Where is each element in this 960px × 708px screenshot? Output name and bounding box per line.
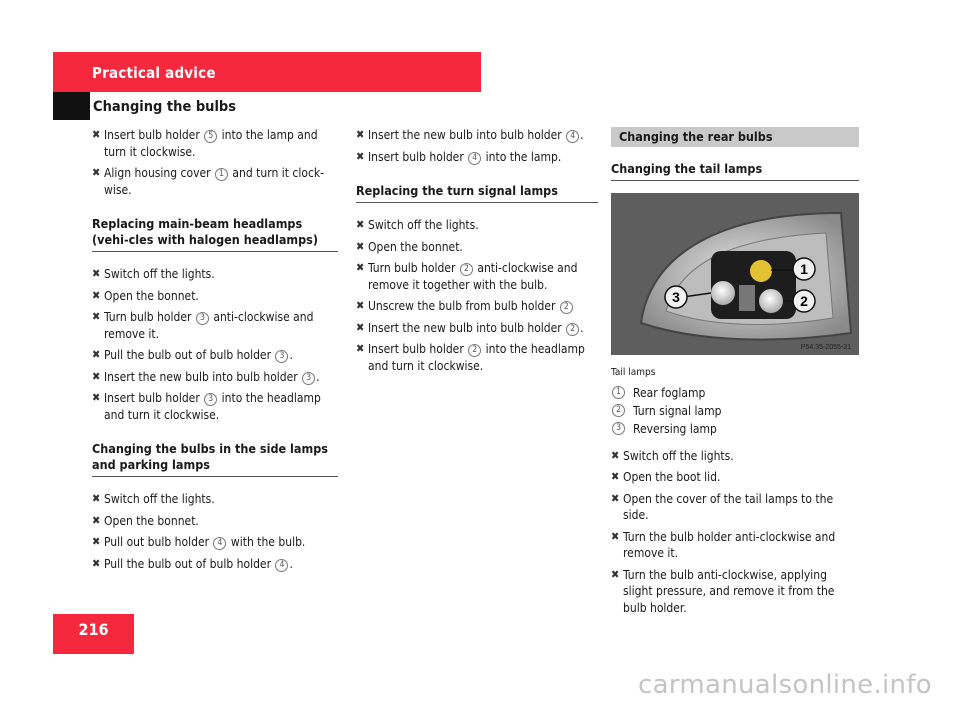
step-arrow-icon: ✖ (92, 310, 101, 323)
step-item (356, 341, 598, 374)
step-text: into the lamp. (482, 149, 562, 164)
figure-label-2: 2 (800, 293, 808, 309)
legend-text: Reversing lamp (633, 421, 717, 436)
step-text: and turn it clock-wise. (104, 166, 325, 197)
step-text: into the headlamp and turn it clockwise. (368, 342, 585, 373)
step-item (356, 217, 598, 234)
steps-list (356, 217, 598, 374)
steps-list (92, 127, 338, 198)
section-title: Changing the bulbs (93, 99, 237, 115)
step-arrow-icon: ✖ (356, 320, 365, 334)
step-item (611, 469, 859, 486)
step-text: Insert bulb holder (104, 128, 204, 142)
step-text: . (580, 320, 584, 335)
step-arrow-icon: ✖ (92, 535, 101, 548)
step-arrow-icon: ✖ (92, 267, 101, 280)
figure-caption: Tail lamps (611, 367, 656, 378)
step-text: Turn bulb holder (104, 310, 195, 324)
step-text: Align housing cover (104, 166, 214, 180)
step-arrow-icon: ✖ (92, 513, 101, 527)
step-arrow-icon: ✖ (611, 470, 620, 483)
step-item (611, 567, 859, 617)
callout-number: 3 (275, 350, 288, 363)
step-item (611, 448, 859, 465)
callout-number: 2 (468, 344, 481, 357)
step-text: Switch off the lights. (104, 492, 215, 506)
column-2 (356, 127, 598, 379)
step-arrow-icon: ✖ (92, 556, 101, 570)
column-3 (611, 127, 859, 621)
step-text: Turn the bulb holder anti-clockwise and remove it. (623, 529, 836, 560)
step-text: Switch off the lights. (368, 218, 479, 232)
heading-side-lamps: Changing the bulbs in the side lamps and parking lamps (92, 441, 338, 477)
step-item (92, 266, 338, 283)
step-text: Open the bonnet. (104, 513, 199, 528)
step-arrow-icon: ✖ (356, 218, 365, 231)
step-text: Open the cover of the tail lamps to the side. (623, 491, 834, 522)
callout-number: 3 (204, 393, 217, 406)
step-item (92, 513, 338, 530)
callout-number: 2 (612, 404, 625, 417)
step-text: Switch off the lights. (623, 448, 734, 463)
step-arrow-icon: ✖ (611, 529, 620, 543)
step-text: . (580, 128, 584, 142)
figure-code: P54.35-2055-31 (800, 344, 851, 351)
step-text: Pull the bulb out of bulb holder (104, 348, 275, 362)
step-arrow-icon: ✖ (92, 128, 101, 141)
steps-list (92, 266, 338, 423)
step-text: Turn the bulb anti-clockwise, applying slight pressure, and remove it from the bulb holder. (623, 567, 835, 615)
step-arrow-icon: ✖ (92, 348, 101, 361)
step-item (92, 556, 338, 573)
legend-text: Rear foglamp (633, 385, 706, 400)
steps-list (611, 448, 859, 617)
step-item (356, 260, 598, 293)
step-item (611, 491, 859, 524)
step-item (92, 491, 338, 508)
step-item (611, 529, 859, 562)
step-text: Insert bulb holder (368, 342, 468, 356)
step-arrow-icon: ✖ (92, 166, 101, 179)
legend-item (611, 420, 859, 438)
legend-text: Turn signal lamp (633, 403, 722, 418)
step-text: Switch off the lights. (104, 267, 215, 281)
step-item (356, 320, 598, 337)
step-text: Turn bulb holder (368, 261, 459, 275)
step-arrow-icon: ✖ (356, 261, 365, 274)
step-text: into the lamp and turn it clockwise. (104, 128, 318, 159)
step-item (356, 298, 598, 315)
legend-item (611, 402, 859, 420)
chapter-title: Practical advice (92, 64, 216, 82)
step-text: Open the bonnet. (104, 288, 199, 303)
step-text: with the bulb. (227, 535, 306, 549)
step-arrow-icon: ✖ (92, 288, 101, 302)
step-arrow-icon: ✖ (611, 448, 620, 462)
heading-main-beam: Replacing main-beam headlamps (vehi-cles with halogen headlamps) (92, 216, 338, 252)
figure-label-3: 3 (672, 289, 680, 305)
step-arrow-icon: ✖ (356, 149, 365, 163)
step-text: Insert the new bulb into bulb holder (368, 128, 566, 142)
rear-bulbs-bar: Changing the rear bulbs (611, 127, 859, 147)
step-text: anti-clockwise and remove it together with the bulb. (368, 261, 578, 292)
step-text: Insert bulb holder (368, 149, 468, 164)
step-item (92, 369, 338, 386)
watermark: carmanualsonline.info (637, 670, 932, 700)
callout-number: 1 (215, 168, 228, 181)
step-arrow-icon: ✖ (356, 128, 365, 141)
step-arrow-icon: ✖ (92, 492, 101, 505)
step-text: . (289, 556, 293, 571)
step-text: Insert the new bulb into bulb holder (368, 320, 566, 335)
step-text: Open the bonnet. (368, 239, 463, 254)
step-item (92, 127, 338, 160)
step-item (92, 347, 338, 364)
step-text: Open the boot lid. (623, 470, 721, 484)
step-text: Pull the bulb out of bulb holder (104, 556, 275, 571)
callout-number: 3 (196, 312, 209, 325)
figure-legend (611, 384, 859, 438)
column-1 (92, 127, 338, 577)
step-item (92, 309, 338, 342)
steps-list (356, 127, 598, 165)
step-arrow-icon: ✖ (356, 239, 365, 253)
step-item (356, 149, 598, 166)
callout-number: 4 (566, 130, 579, 143)
step-arrow-icon: ✖ (611, 567, 620, 581)
figure-label-1: 1 (800, 261, 808, 277)
step-arrow-icon: ✖ (611, 491, 620, 505)
step-text: Insert the new bulb into bulb holder (104, 369, 302, 384)
heading-tail-lamps: Changing the tail lamps (611, 161, 859, 181)
callout-number: 4 (275, 559, 288, 572)
step-item (92, 390, 338, 423)
step-item (356, 239, 598, 256)
tail-lamp-figure (611, 193, 859, 355)
callout-number: 5 (204, 130, 217, 143)
step-text: anti-clockwise and remove it. (104, 310, 314, 341)
callout-number: 2 (460, 263, 473, 276)
step-text: . (289, 348, 293, 362)
step-text: Unscrew the bulb from bulb holder (368, 299, 559, 313)
step-arrow-icon: ✖ (92, 391, 101, 404)
callout-number: 3 (612, 422, 625, 435)
step-text: . (316, 369, 320, 384)
section-marker (53, 92, 90, 120)
page-number: 216 (78, 620, 109, 639)
callout-number: 2 (566, 323, 579, 336)
heading-turn-signal: Replacing the turn signal lamps (356, 183, 598, 203)
step-arrow-icon: ✖ (92, 369, 101, 383)
step-arrow-icon: ✖ (356, 342, 365, 355)
callout-number: 1 (612, 386, 625, 399)
step-arrow-icon: ✖ (356, 299, 365, 312)
step-text: Pull out bulb holder (104, 535, 213, 549)
callout-number: 3 (302, 372, 315, 385)
callout-number: 2 (560, 301, 573, 314)
callout-number: 4 (213, 537, 226, 550)
step-item (92, 534, 338, 551)
step-item (92, 288, 338, 305)
step-text: Insert bulb holder (104, 391, 204, 405)
legend-item (611, 384, 859, 402)
tail-lamp-illustration (611, 193, 859, 355)
steps-list (92, 491, 338, 572)
callout-number: 4 (468, 152, 481, 165)
step-item (356, 127, 598, 144)
step-item (92, 165, 338, 198)
step-text: into the headlamp and turn it clockwise. (104, 391, 321, 422)
